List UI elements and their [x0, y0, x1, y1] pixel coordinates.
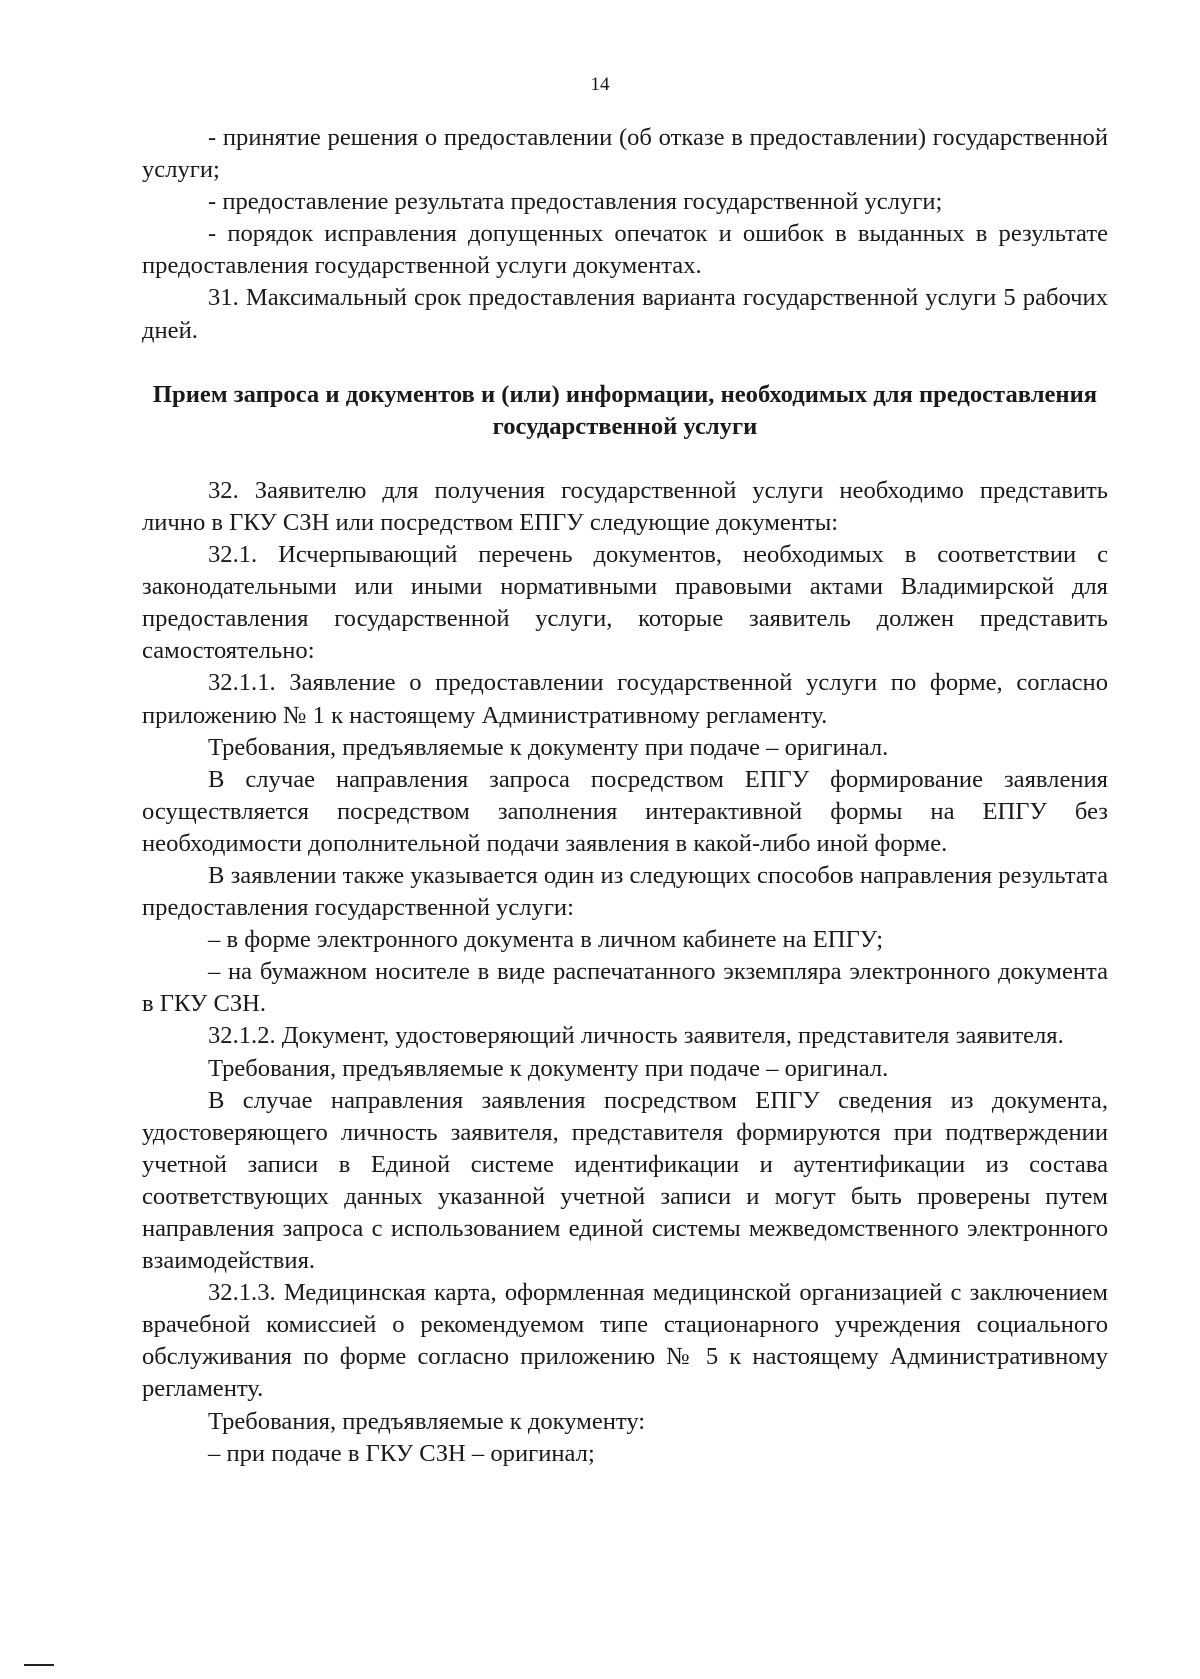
list-item: – при подаче в ГКУ СЗН – оригинал;	[208, 1439, 595, 1467]
paragraph: 31. Максимальный срок предоставления варианта государственной услуги 5 рабочих дней.	[142, 284, 1108, 344]
paragraph: 32.1.3. Медицинская карта, оформленная медицинской организацией с заключением врачебной комиссией о рекомендуемом типе стационарного учреждения социального обслуживания по форме согласно приложению № 5 к настоящему Административному регламенту.	[142, 1279, 1108, 1403]
paragraph: Требования, предъявляемые к документу при подаче – оригинал.	[208, 1054, 889, 1082]
paragraph: Требования, предъявляемые к документу:	[208, 1407, 646, 1435]
paragraph: - предоставление результата предоставления государственной услуги;	[208, 188, 943, 216]
paragraph: 32.1. Исчерпывающий перечень документов, необходимых в соответствии с законодательными или иными нормативными правовыми актами Владимирской для предоставления государственной услуги, которые заявитель должен представить самостоятельно:	[142, 541, 1108, 665]
paragraph: 32.1.1. Заявление о предоставлении государственной услуги по форме, согласно приложению № 1 к настоящему Административному регламенту.	[142, 669, 1108, 729]
margin-mark	[24, 1664, 54, 1666]
document-body	[142, 122, 1108, 1470]
paragraph: Требования, предъявляемые к документу при подаче – оригинал.	[208, 733, 889, 761]
paragraph: 32.1.2. Документ, удостоверяющий личность заявителя, представителя заявителя.	[208, 1022, 1064, 1050]
paragraph: В заявлении также указывается один из следующих способов направления результата предоставления государственной услуги:	[142, 861, 1108, 922]
paragraph: 32. Заявителю для получения государственной услуги необходимо представить лично в ГКУ СЗН или посредством ЕПГУ следующие документы:	[142, 476, 1108, 536]
paragraph: В случае направления заявления посредством ЕПГУ сведения из документа, удостоверяющего личность заявителя, представителя формируются при подтверждении учетной записи в Единой системе идентификации и аутентификации из состава соответствующих данных указанной учетной записи и могут быть проверены путем направления запроса с использованием единой системы межведомственного электронного взаимодействия.	[142, 1086, 1108, 1275]
paragraph: - порядок исправления допущенных опечаток и ошибок в выданных в результате предоставления государственной услуги документах.	[142, 220, 1108, 280]
section-heading: Прием запроса и документов и (или) информации, необходимых для предоставления государственной услуги	[152, 380, 1098, 440]
list-item: – в форме электронного документа в личном кабинете на ЕПГУ;	[208, 926, 884, 954]
paragraph: - принятие решения о предоставлении (об отказе в предоставлении) государственной услуги;	[142, 124, 1108, 184]
list-item: – на бумажном носителе в виде распечатанного экземпляра электронного документа в ГКУ СЗН.	[142, 958, 1108, 1018]
paragraph: В случае направления запроса посредством ЕПГУ формирование заявления осуществляется посредством заполнения интерактивной формы на ЕПГУ без необходимости дополнительной подачи заявления в какой-либо иной форме.	[142, 765, 1108, 857]
page-number: 14	[590, 74, 610, 95]
